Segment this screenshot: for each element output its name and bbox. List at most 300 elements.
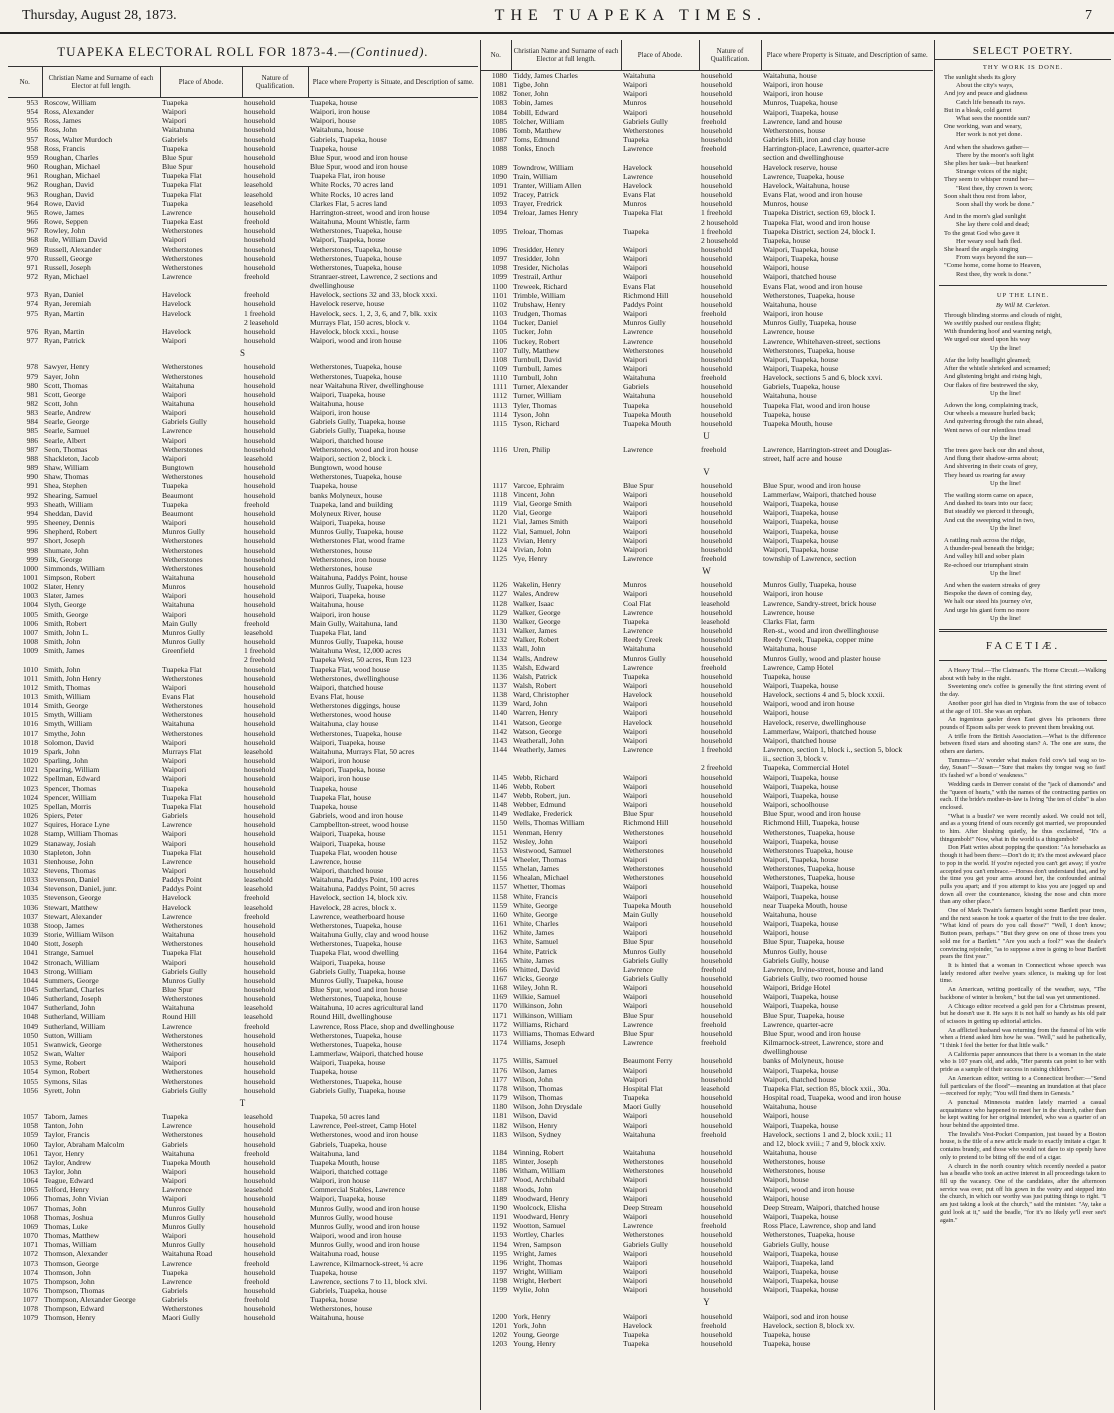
poem-line: Re-echoed our triumphant strain xyxy=(944,561,1029,569)
elector-name: Smyth, William xyxy=(44,719,93,729)
qualification: freehold xyxy=(701,116,727,126)
place-of-abode: Havelock xyxy=(623,162,653,172)
elector-name: Toner, John xyxy=(513,89,549,99)
elector-name: Shepherd, Robert xyxy=(44,527,98,537)
property-description: Waipori, Tuapeka, house xyxy=(763,772,839,782)
property-description: Waipori, Tuapeka, house xyxy=(763,364,839,373)
elector-name xyxy=(511,763,621,772)
place-of-abode: Wetherstones xyxy=(162,994,203,1004)
place-of-abode: Tuapeka xyxy=(162,1112,188,1122)
table-row xyxy=(481,974,933,983)
qualification: household xyxy=(701,272,733,282)
elector-number: 1051 xyxy=(22,1039,38,1049)
property-description: Waitahuna, house xyxy=(763,1102,817,1112)
header-property: Place where Property is Situate, and Description of same. xyxy=(308,67,478,98)
elector-name: Thompson, Alexander George xyxy=(44,1295,136,1305)
elector-name: Squires, Horace Lyne xyxy=(44,820,110,830)
property-description: Stranraer-street, Lawrence, 2 sections and xyxy=(310,271,438,281)
facetiae-paragraph: One of Mark Twain's farmers bought some Bartlett pear trees, and the next season he took a quarter of the fruit to the tree dealer. "What kind of pears do you call those?" "Well, I don't know; Button pears, perhaps." "But they grew on one of those trees you sold me for a Bartlett." "Are you such a fool?" was the dealer's convincing rejoinder, "as to suppose a tree is going to bear Bartlett pears the first year." xyxy=(940,907,1106,961)
table-row xyxy=(481,236,933,245)
place-of-abode: Munros Gully xyxy=(623,318,666,328)
elector-number: 966 xyxy=(26,217,38,227)
place-of-abode: Waipori xyxy=(623,1193,648,1203)
elector-number: 1194 xyxy=(492,1239,507,1249)
table-row xyxy=(481,144,933,153)
elector-number: 1091 xyxy=(491,180,507,190)
elector-name: Whetter, Thomas xyxy=(513,882,566,892)
qualification: household xyxy=(701,263,733,273)
place-of-abode: Waipori xyxy=(623,489,648,499)
place-of-abode: Wetherstones xyxy=(623,1166,664,1176)
qualification: household xyxy=(701,1175,733,1185)
header-name: Christian Name and Surname of each Elector at full length. xyxy=(511,40,621,71)
place-of-abode: Waitahuna xyxy=(162,125,195,135)
property-description: banks Molyneux, house xyxy=(310,490,383,500)
place-of-abode: Waipori xyxy=(162,737,187,747)
place-of-abode: Havelock xyxy=(162,902,192,912)
elector-name: Wedlake, Frederick xyxy=(513,809,573,819)
place-of-abode: Waipori xyxy=(162,682,187,692)
table-row xyxy=(8,153,478,162)
table-row xyxy=(481,635,933,644)
qualification: household xyxy=(244,930,276,940)
qualification: 2 household xyxy=(701,217,738,227)
table-row xyxy=(481,1038,933,1047)
elector-number: 1088 xyxy=(491,144,507,154)
elector-name: Trestrail, Arthur xyxy=(513,272,563,282)
table-row xyxy=(8,683,478,692)
property-description: Blue Spur, wood and iron house xyxy=(763,1028,861,1038)
qualification: household xyxy=(244,600,276,610)
property-description: Lawrence, Whitehaven-street, sections xyxy=(763,336,881,346)
table-row xyxy=(8,692,478,701)
place-of-abode xyxy=(621,236,699,245)
elector-name: York, John xyxy=(513,1320,546,1330)
place-of-abode: Gabriels Gully xyxy=(162,966,207,976)
place-of-abode: Lawrence xyxy=(162,1185,192,1195)
property-description: Munros, house xyxy=(763,199,809,209)
table-row xyxy=(8,1040,478,1049)
elector-number: 982 xyxy=(26,399,38,408)
qualification: household xyxy=(244,336,276,346)
place-of-abode: Tuapeka Mouth xyxy=(623,900,672,910)
elector-name: Sheeney, Dennis xyxy=(44,518,95,528)
table-row xyxy=(481,1312,933,1321)
qualification: leasehold xyxy=(244,189,273,199)
elector-number: 1074 xyxy=(22,1267,38,1277)
table-row xyxy=(481,1203,933,1212)
table-row xyxy=(8,939,478,948)
place-of-abode: Waipori xyxy=(623,1248,648,1258)
elector-name: Shearing, Samuel xyxy=(44,490,98,500)
place-of-abode: Waipori xyxy=(623,89,648,99)
elector-number: 955 xyxy=(26,116,38,126)
poem-line: And in the morn's glad sunlight xyxy=(944,213,1026,221)
elector-name: Searle, Andrew xyxy=(44,408,91,418)
property-description: Tuapeka Flat, section 85, block xxii., 30a. xyxy=(763,1083,891,1093)
elector-name: Wood, Archibald xyxy=(513,1175,565,1185)
table-row xyxy=(8,555,478,564)
property-description: Wetherstones, Tuapeka, house xyxy=(310,262,402,272)
elector-name: Stanaway, Josiah xyxy=(44,838,96,848)
elector-name: Williams, Joseph xyxy=(513,1038,566,1048)
qualification: household xyxy=(701,1093,733,1103)
elector-number: 1030 xyxy=(22,847,38,857)
elector-name: Roughan, Charles xyxy=(44,152,99,162)
elector-name: Tresidder, John xyxy=(513,254,560,264)
property-description: Waipori, wood and iron house xyxy=(310,1231,402,1241)
place-of-abode: Tuapeka Mouth xyxy=(162,1157,211,1167)
property-description: Tuapeka West, 50 acres, Run 123 xyxy=(310,655,412,665)
elector-name: Smith, John L. xyxy=(44,627,89,637)
elector-number: 1128 xyxy=(492,598,507,608)
table-row xyxy=(8,857,478,866)
elector-name xyxy=(42,281,160,290)
table-row xyxy=(481,599,933,608)
place-of-abode: Tuapeka xyxy=(162,198,188,208)
table-row xyxy=(8,509,478,518)
elector-name: Willis, Samuel xyxy=(513,1056,558,1066)
elector-number xyxy=(481,1047,511,1056)
table-row xyxy=(8,299,478,308)
property-description: Lawrence, weatherboard house xyxy=(310,911,405,921)
place-of-abode: Wetherstones xyxy=(162,939,203,949)
place-of-abode: Havelock xyxy=(623,717,653,727)
table-row xyxy=(8,481,478,490)
elector-number: 1077 xyxy=(22,1295,38,1305)
property-description: Gabriels, Tuapeka, house xyxy=(763,382,840,392)
elector-number: 1004 xyxy=(22,600,38,610)
qualification: household xyxy=(244,362,276,372)
elector-name: Spencer, Thomas xyxy=(44,783,97,793)
elector-number: 1032 xyxy=(22,865,38,875)
qualification: leasehold xyxy=(244,1185,273,1195)
elector-number: 967 xyxy=(26,226,38,236)
qualification: household xyxy=(244,692,276,701)
place-of-abode: Hospital Flat xyxy=(623,1083,663,1093)
qualification: freehold xyxy=(244,1148,270,1158)
elector-number: 977 xyxy=(26,336,38,346)
table-row xyxy=(481,718,933,727)
elector-name: Swanwick, George xyxy=(44,1039,102,1049)
elector-number: 1203 xyxy=(491,1339,507,1349)
elector-number: 1107 xyxy=(492,345,507,355)
elector-name: Wilson, David xyxy=(513,1111,557,1121)
place-of-abode: Lawrence xyxy=(623,144,653,154)
property-description: Wetherstones, wood and iron house xyxy=(310,1130,418,1140)
place-of-abode: Havelock xyxy=(162,326,192,336)
place-of-abode: Munros Gully xyxy=(623,653,666,663)
elector-number: 1100 xyxy=(492,281,507,291)
elector-number: 1046 xyxy=(22,994,38,1004)
place-of-abode: Gabriels Gully xyxy=(623,955,668,965)
poem-line: Up the line! xyxy=(990,614,1022,622)
elector-name: Walker, James xyxy=(513,626,557,636)
qualification: 1 freehold xyxy=(244,308,275,318)
property-description: Wetherstones, Tuapeka, house xyxy=(310,920,402,930)
qualification: household xyxy=(701,854,733,864)
table-row xyxy=(8,536,478,545)
table-row xyxy=(481,644,933,653)
property-description: Lawrence, Peel-street, Camp Hotel xyxy=(310,1121,417,1131)
place-of-abode: Munros xyxy=(623,580,647,590)
place-of-abode: Waipori xyxy=(623,781,648,791)
table-row xyxy=(8,1121,478,1130)
property-description: Lawrence, quarter-acre xyxy=(763,1019,834,1029)
elector-name: Turner, Alexander xyxy=(513,382,569,392)
property-description: Lammerlaw, Waipori, thatched house xyxy=(763,726,877,736)
place-of-abode: Tuapeka Flat xyxy=(162,664,202,674)
property-description: Wetherstones, Tuapeka, house xyxy=(310,226,402,236)
property-description: Ren-st., wood and iron dwellinghouse xyxy=(763,626,879,636)
elector-number: 1027 xyxy=(22,820,38,830)
place-of-abode: Lawrence xyxy=(623,607,653,617)
elector-number: 1180 xyxy=(492,1102,507,1112)
place-of-abode: Munros Gully xyxy=(162,527,205,537)
table-row xyxy=(481,837,933,846)
elector-name: Tomb, Matthew xyxy=(513,125,562,135)
poem-line: Rest thee, thy work is done." xyxy=(956,270,1032,278)
elector-number: 1108 xyxy=(492,354,507,364)
qualification: household xyxy=(701,89,733,99)
table-row xyxy=(8,217,478,226)
elector-name: Short, Joseph xyxy=(44,536,85,546)
property-description: and 12, block xviii.; 7 and 9, block xxiv. xyxy=(763,1138,886,1148)
qualification: household xyxy=(244,1049,276,1059)
property-description: Waipori, Tuapeka, house xyxy=(310,235,386,245)
elector-number: 1181 xyxy=(492,1111,507,1121)
elector-number: 1153 xyxy=(492,845,507,855)
qualification: household xyxy=(244,728,276,738)
qualification: household xyxy=(701,836,733,846)
table-row xyxy=(8,336,478,345)
property-description: Lawrence, Ross Place, shop and dwellinghouse xyxy=(310,1021,455,1031)
property-description: Tuapeka Mouth, house xyxy=(763,418,833,428)
elector-name: Train, William xyxy=(513,171,558,181)
qualification: household xyxy=(701,418,733,428)
elector-name: Taylor, Abraham Malcolm xyxy=(44,1139,125,1149)
elector-name: Searle, George xyxy=(44,417,89,427)
qualification: household xyxy=(244,563,276,573)
property-description: Wetherstones, house xyxy=(763,125,826,135)
table-row xyxy=(481,1157,933,1166)
table-row xyxy=(481,965,933,974)
elector-number: 1008 xyxy=(22,637,38,647)
place-of-abode: Waitahuna xyxy=(162,572,195,582)
table-row xyxy=(481,873,933,882)
elector-name: Russell, Joseph xyxy=(44,262,91,272)
qualification: household xyxy=(244,957,276,967)
elector-name: Whelan, James xyxy=(513,864,559,874)
table-row xyxy=(8,985,478,994)
elector-number: 1104 xyxy=(492,318,507,328)
property-description: Waipori, Tuapeka, house xyxy=(763,107,839,117)
elector-number: 1047 xyxy=(22,1003,38,1013)
place-of-abode: Waipori xyxy=(623,992,648,1002)
table-row xyxy=(481,1267,933,1276)
qualification: leasehold xyxy=(244,1012,273,1022)
table-row xyxy=(8,921,478,930)
place-of-abode: Waipori xyxy=(623,354,648,364)
elector-name: Wales, Andrew xyxy=(513,589,560,599)
table-row xyxy=(481,318,933,327)
table-row xyxy=(8,518,478,527)
facetiae-paragraph: An American, writing poetically of the weather, says, "The backbone of winter is broken," but the tail was yet unmentioned. xyxy=(940,986,1106,1001)
qualification: household xyxy=(244,472,276,482)
elector-number: 1035 xyxy=(22,893,38,903)
qualification: household xyxy=(244,701,276,711)
property-description: Waipori, Tuapeka, house xyxy=(310,737,386,747)
place-of-abode: Waitahuna xyxy=(162,399,195,408)
table-row xyxy=(8,263,478,272)
elector-number: 1109 xyxy=(492,364,507,373)
table-row xyxy=(8,1185,478,1194)
place-of-abode: Waipori xyxy=(623,535,648,545)
table-row xyxy=(481,855,933,864)
elector-name: Wilson, Henry xyxy=(513,1120,558,1130)
place-of-abode: Reedy Creek xyxy=(623,635,663,645)
elector-name: Wylie, John xyxy=(513,1285,550,1295)
property-description: Waipori, Tuapeka, house xyxy=(763,919,839,929)
qualification: household xyxy=(244,389,276,399)
section-letter xyxy=(8,1095,478,1112)
place-of-abode: Waipori xyxy=(162,591,187,601)
property-description: Munros Gully, Tuapeka, house xyxy=(763,580,857,590)
place-of-abode: Waipori xyxy=(623,983,648,993)
table-row xyxy=(481,291,933,300)
qualification: household xyxy=(244,1039,276,1049)
qualification: household xyxy=(701,1248,733,1258)
property-description: Munros Gully, house xyxy=(763,946,827,956)
place-of-abode: Main Gully xyxy=(623,909,659,919)
property-description: Blue Spur, wood and iron house xyxy=(763,809,861,819)
place-of-abode: Beaumont xyxy=(162,490,194,500)
qualification: leasehold xyxy=(701,616,730,626)
table-row xyxy=(481,163,933,172)
qualification: household xyxy=(701,1184,733,1194)
property-description: Clarks Flat, farm xyxy=(763,616,815,626)
place-of-abode: Paddys Point xyxy=(162,884,202,894)
elector-number: 1053 xyxy=(22,1058,38,1068)
table-row xyxy=(481,1230,933,1239)
table-row xyxy=(8,646,478,655)
table-row xyxy=(8,793,478,802)
table-row xyxy=(481,282,933,291)
poem-2-body xyxy=(935,312,1111,623)
elector-number: 1142 xyxy=(492,726,507,736)
qualification: leasehold xyxy=(244,627,273,637)
qualification: leasehold xyxy=(701,1083,730,1093)
qualification: household xyxy=(244,435,276,445)
property-description: Deep Stream, Waipori, thatched house xyxy=(763,1202,880,1212)
poem-line: Through blinding storms and clouds of night, xyxy=(944,311,1062,319)
elector-number: 970 xyxy=(26,253,38,263)
elector-name: Stenhouse, John xyxy=(44,856,94,866)
property-description: Havelock, secs. 1, 2, 3, 6, and 7, blk. xxix xyxy=(310,308,438,318)
elector-number: 1060 xyxy=(22,1139,38,1149)
table-row xyxy=(481,391,933,400)
table-row xyxy=(8,144,478,153)
qualification: freehold xyxy=(701,144,727,154)
qualification: household xyxy=(244,408,276,418)
property-description: Reedy Creek, Tuapeka, copper mine xyxy=(763,635,874,645)
elector-name: Towndrow, William xyxy=(513,162,574,172)
place-of-abode: Tuapeka xyxy=(623,1329,649,1339)
qualification: household xyxy=(244,399,276,408)
elector-number: 990 xyxy=(26,472,38,482)
property-description: Waipori, wood and iron house xyxy=(763,699,855,709)
property-description: Lawrence, house xyxy=(763,327,815,337)
qualification: household xyxy=(701,535,733,545)
elector-name: Seon, Thomas xyxy=(44,444,88,454)
elector-name: Roscow, William xyxy=(44,98,97,107)
place-of-abode: Waipori xyxy=(162,765,187,775)
elector-name: Stoop, James xyxy=(44,920,85,930)
place-of-abode: Havelock xyxy=(162,893,192,903)
section-letter xyxy=(8,345,478,362)
place-of-abode xyxy=(621,218,699,227)
table-row xyxy=(8,710,478,719)
elector-name: Spearing, William xyxy=(44,765,100,775)
place-of-abode: Waipori xyxy=(623,1175,648,1185)
elector-number: 1092 xyxy=(491,190,507,200)
table-row xyxy=(481,608,933,617)
property-description: Havelock, section 8, block xv. xyxy=(763,1320,855,1330)
qualification: freehold xyxy=(701,309,727,319)
table-row xyxy=(8,701,478,710)
elector-number: 1000 xyxy=(22,563,38,573)
table-row xyxy=(8,637,478,646)
poem-line: Up the line! xyxy=(990,569,1022,577)
elector-number: 1068 xyxy=(22,1212,38,1222)
property-description: Wetherstones, house xyxy=(763,1166,826,1176)
property-description: Tuapeka, house xyxy=(310,481,358,491)
elector-number: 984 xyxy=(26,417,38,427)
elector-number: 1075 xyxy=(22,1276,38,1286)
place-of-abode: Tuapeka Flat xyxy=(162,847,202,857)
elector-number: 1121 xyxy=(492,517,507,527)
place-of-abode: Waitahuna xyxy=(623,373,656,383)
table-row xyxy=(481,490,933,499)
qualification: household xyxy=(244,673,276,683)
table-row xyxy=(481,1194,933,1203)
elector-name: Rowe, James xyxy=(44,207,85,217)
place-of-abode: Waipori xyxy=(623,772,648,782)
poem-line: The trees gave back our din and shout, xyxy=(944,446,1045,454)
elector-name: Slater, Henry xyxy=(44,582,85,592)
table-row xyxy=(8,372,478,381)
qualification: household xyxy=(701,845,733,855)
qualification: household xyxy=(701,1147,733,1157)
elector-number: 1123 xyxy=(492,535,507,545)
section-letter xyxy=(481,1294,933,1311)
place-of-abode: Munros Gully xyxy=(623,946,666,956)
elector-number: 1175 xyxy=(492,1056,507,1066)
section-letter-label: Y xyxy=(703,1297,711,1308)
property-description: Waitahuna, Murrays Flat, 50 acres xyxy=(310,746,415,756)
elector-number: 979 xyxy=(26,371,38,381)
place-of-abode: Waipori xyxy=(162,1176,187,1186)
property-description: Tuapeka Flat, wood dwelling xyxy=(310,948,399,958)
elector-number: 1093 xyxy=(491,199,507,209)
qualification: household xyxy=(244,463,276,473)
table-row xyxy=(8,930,478,939)
place-of-abode: Wetherstones xyxy=(623,345,664,355)
elector-name xyxy=(511,218,621,227)
place-of-abode: Lawrence xyxy=(623,626,653,636)
elector-number: 1129 xyxy=(492,607,507,617)
qualification: household xyxy=(701,299,733,309)
